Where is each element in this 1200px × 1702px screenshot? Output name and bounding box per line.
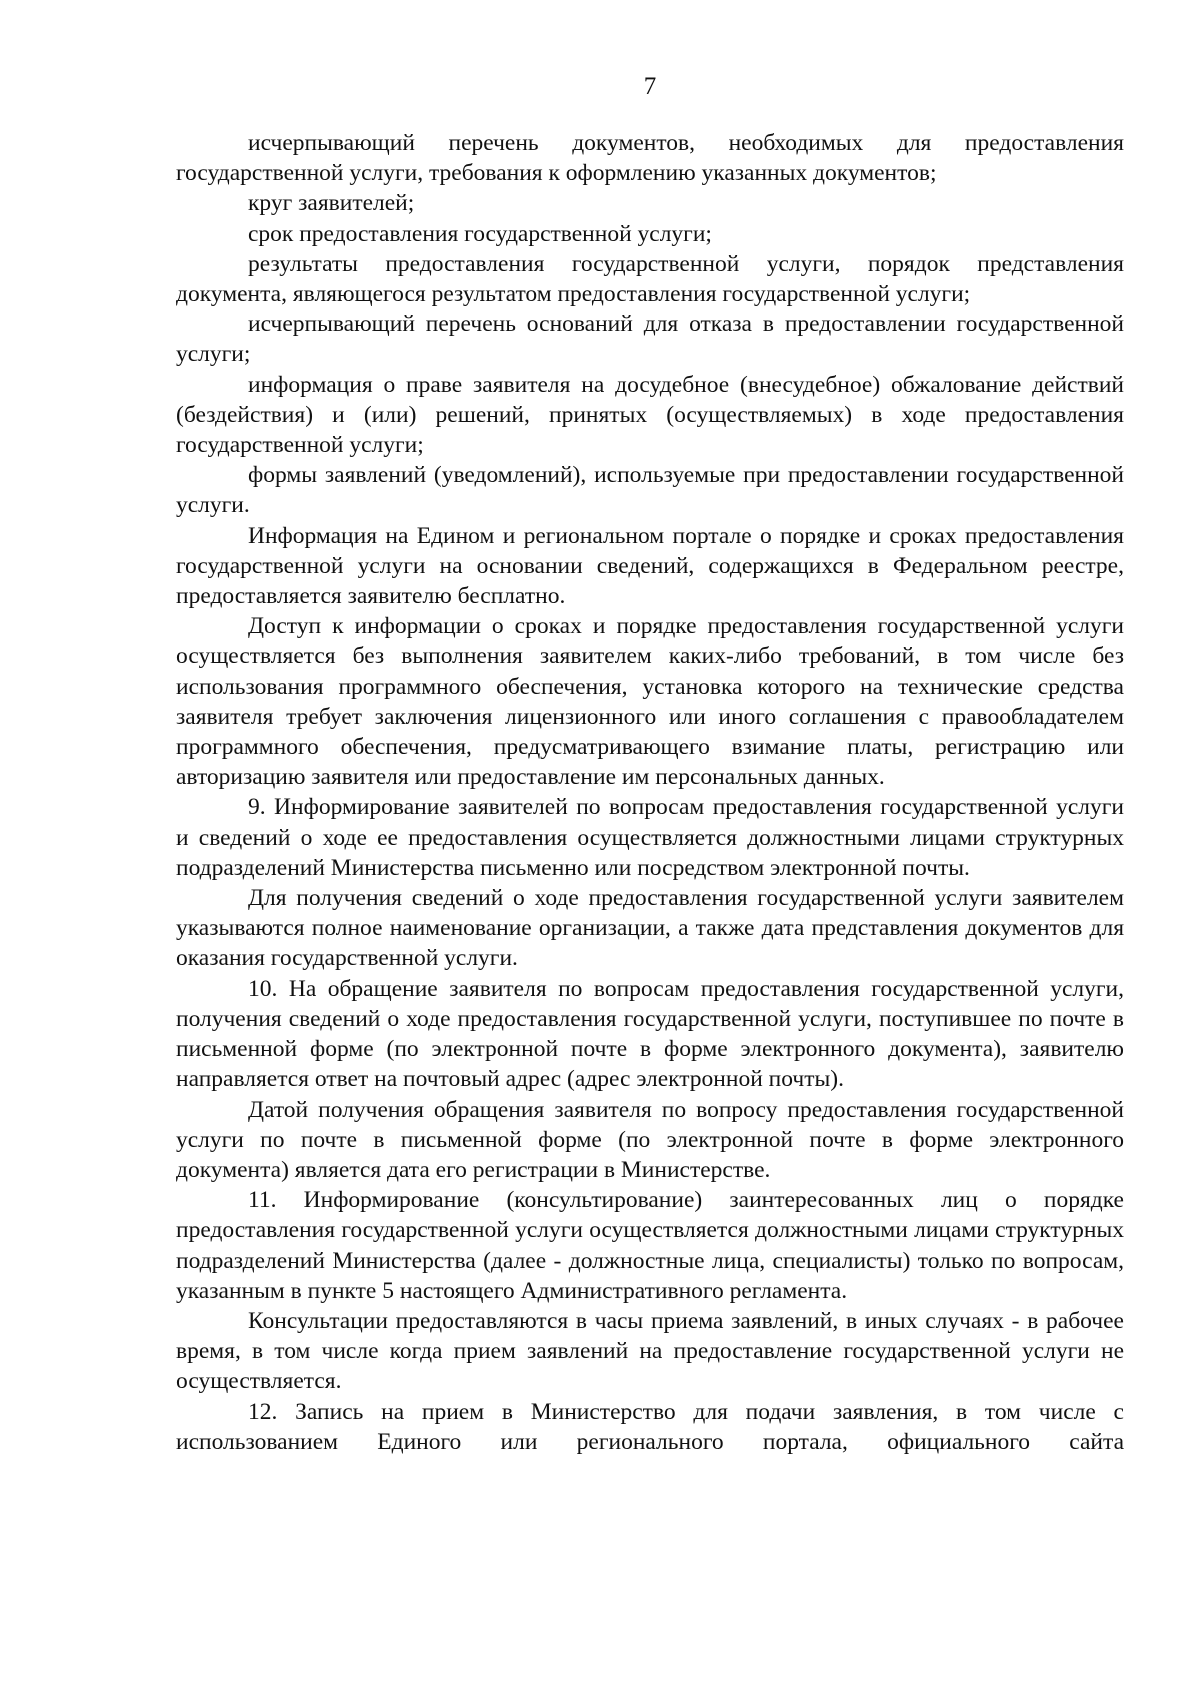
- paragraph: результаты предоставления государственной услуги, порядок представления документа, являющегося результатом предоставления государственной услуги;: [176, 250, 1124, 308]
- paragraph: Для получения сведений о ходе предоставления государственной услуги заявителем указываются полное наименование организации, а также дата представления документов для оказания государственной услуги.: [176, 885, 1124, 972]
- paragraph: 11. Информирование (консультирование) заинтересованных лиц о порядке предоставления государственной услуги осуществляется должностными лицами структурных подразделений Министерства (далее - должностные лица, специалисты) только по вопросам, указанным в пункте 5 настоящего Административного регламента.: [176, 1187, 1124, 1304]
- paragraph: Доступ к информации о сроках и порядке предоставления государственной услуги осуществляется без выполнения заявителем каких-либо требований, в том числе без использования программного обеспечения, установка которого на технические средства заявителя требует заключения лицензионного или иного соглашения с правообладателем программного обеспечения, предусматривающего взимание платы, регистрацию или авторизацию заявителя или предоставление им персональных данных.: [176, 613, 1124, 791]
- paragraph: 9. Информирование заявителей по вопросам предоставления государственной услуги и сведений о ходе ее предоставления осуществляется должностными лицами структурных подразделений Министерства письменно или посредством электронной почты.: [176, 794, 1124, 881]
- paragraph: информация о праве заявителя на досудебное (внесудебное) обжалование действий (бездействия) и (или) решений, принятых (осуществляемых) в ходе предоставления государственной услуги;: [176, 371, 1124, 459]
- document-body: [176, 128, 1124, 1457]
- paragraph: исчерпывающий перечень оснований для отказа в предоставлении государственной услуги;: [176, 311, 1124, 368]
- paragraph: исчерпывающий перечень документов, необходимых для предоставления государственной услуги, требования к оформлению указанных документов;: [176, 130, 1124, 187]
- paragraph: Датой получения обращения заявителя по вопросу предоставления государственной услуги по почте в письменной форме (по электронной почте в форме электронного документа) является дата его регистрации в Министерстве.: [176, 1096, 1124, 1183]
- paragraph: 12. Запись на прием в Министерство для подачи заявления, в том числе с использованием Единого или регионального портала, официального сайта: [176, 1398, 1124, 1455]
- paragraph: срок предоставления государственной услуги;: [248, 220, 712, 247]
- page-number: 7: [643, 73, 657, 100]
- paragraph: Информация на Едином и региональном портале о порядке и сроках предоставления государственной услуги на основании сведений, содержащихся в Федеральном реестре, предоставляется заявителю бесплатно.: [176, 522, 1124, 610]
- paragraph: формы заявлений (уведомлений), используемые при предоставлении государственной услуги.: [176, 462, 1124, 519]
- paragraph: 10. На обращение заявителя по вопросам предоставления государственной услуги, получения сведений о ходе предоставления государственной услуги, поступившее по почте в письменной форме (по электронной почте в форме электронного документа), заявителю направляется ответ на почтовый адрес (адрес электронной почты).: [176, 975, 1124, 1093]
- paragraph: круг заявителей;: [248, 190, 415, 217]
- paragraph: Консультации предоставляются в часы приема заявлений, в иных случаях - в рабочее время, в том числе когда прием заявлений на предоставление государственной услуги не осуществляется.: [176, 1307, 1124, 1395]
